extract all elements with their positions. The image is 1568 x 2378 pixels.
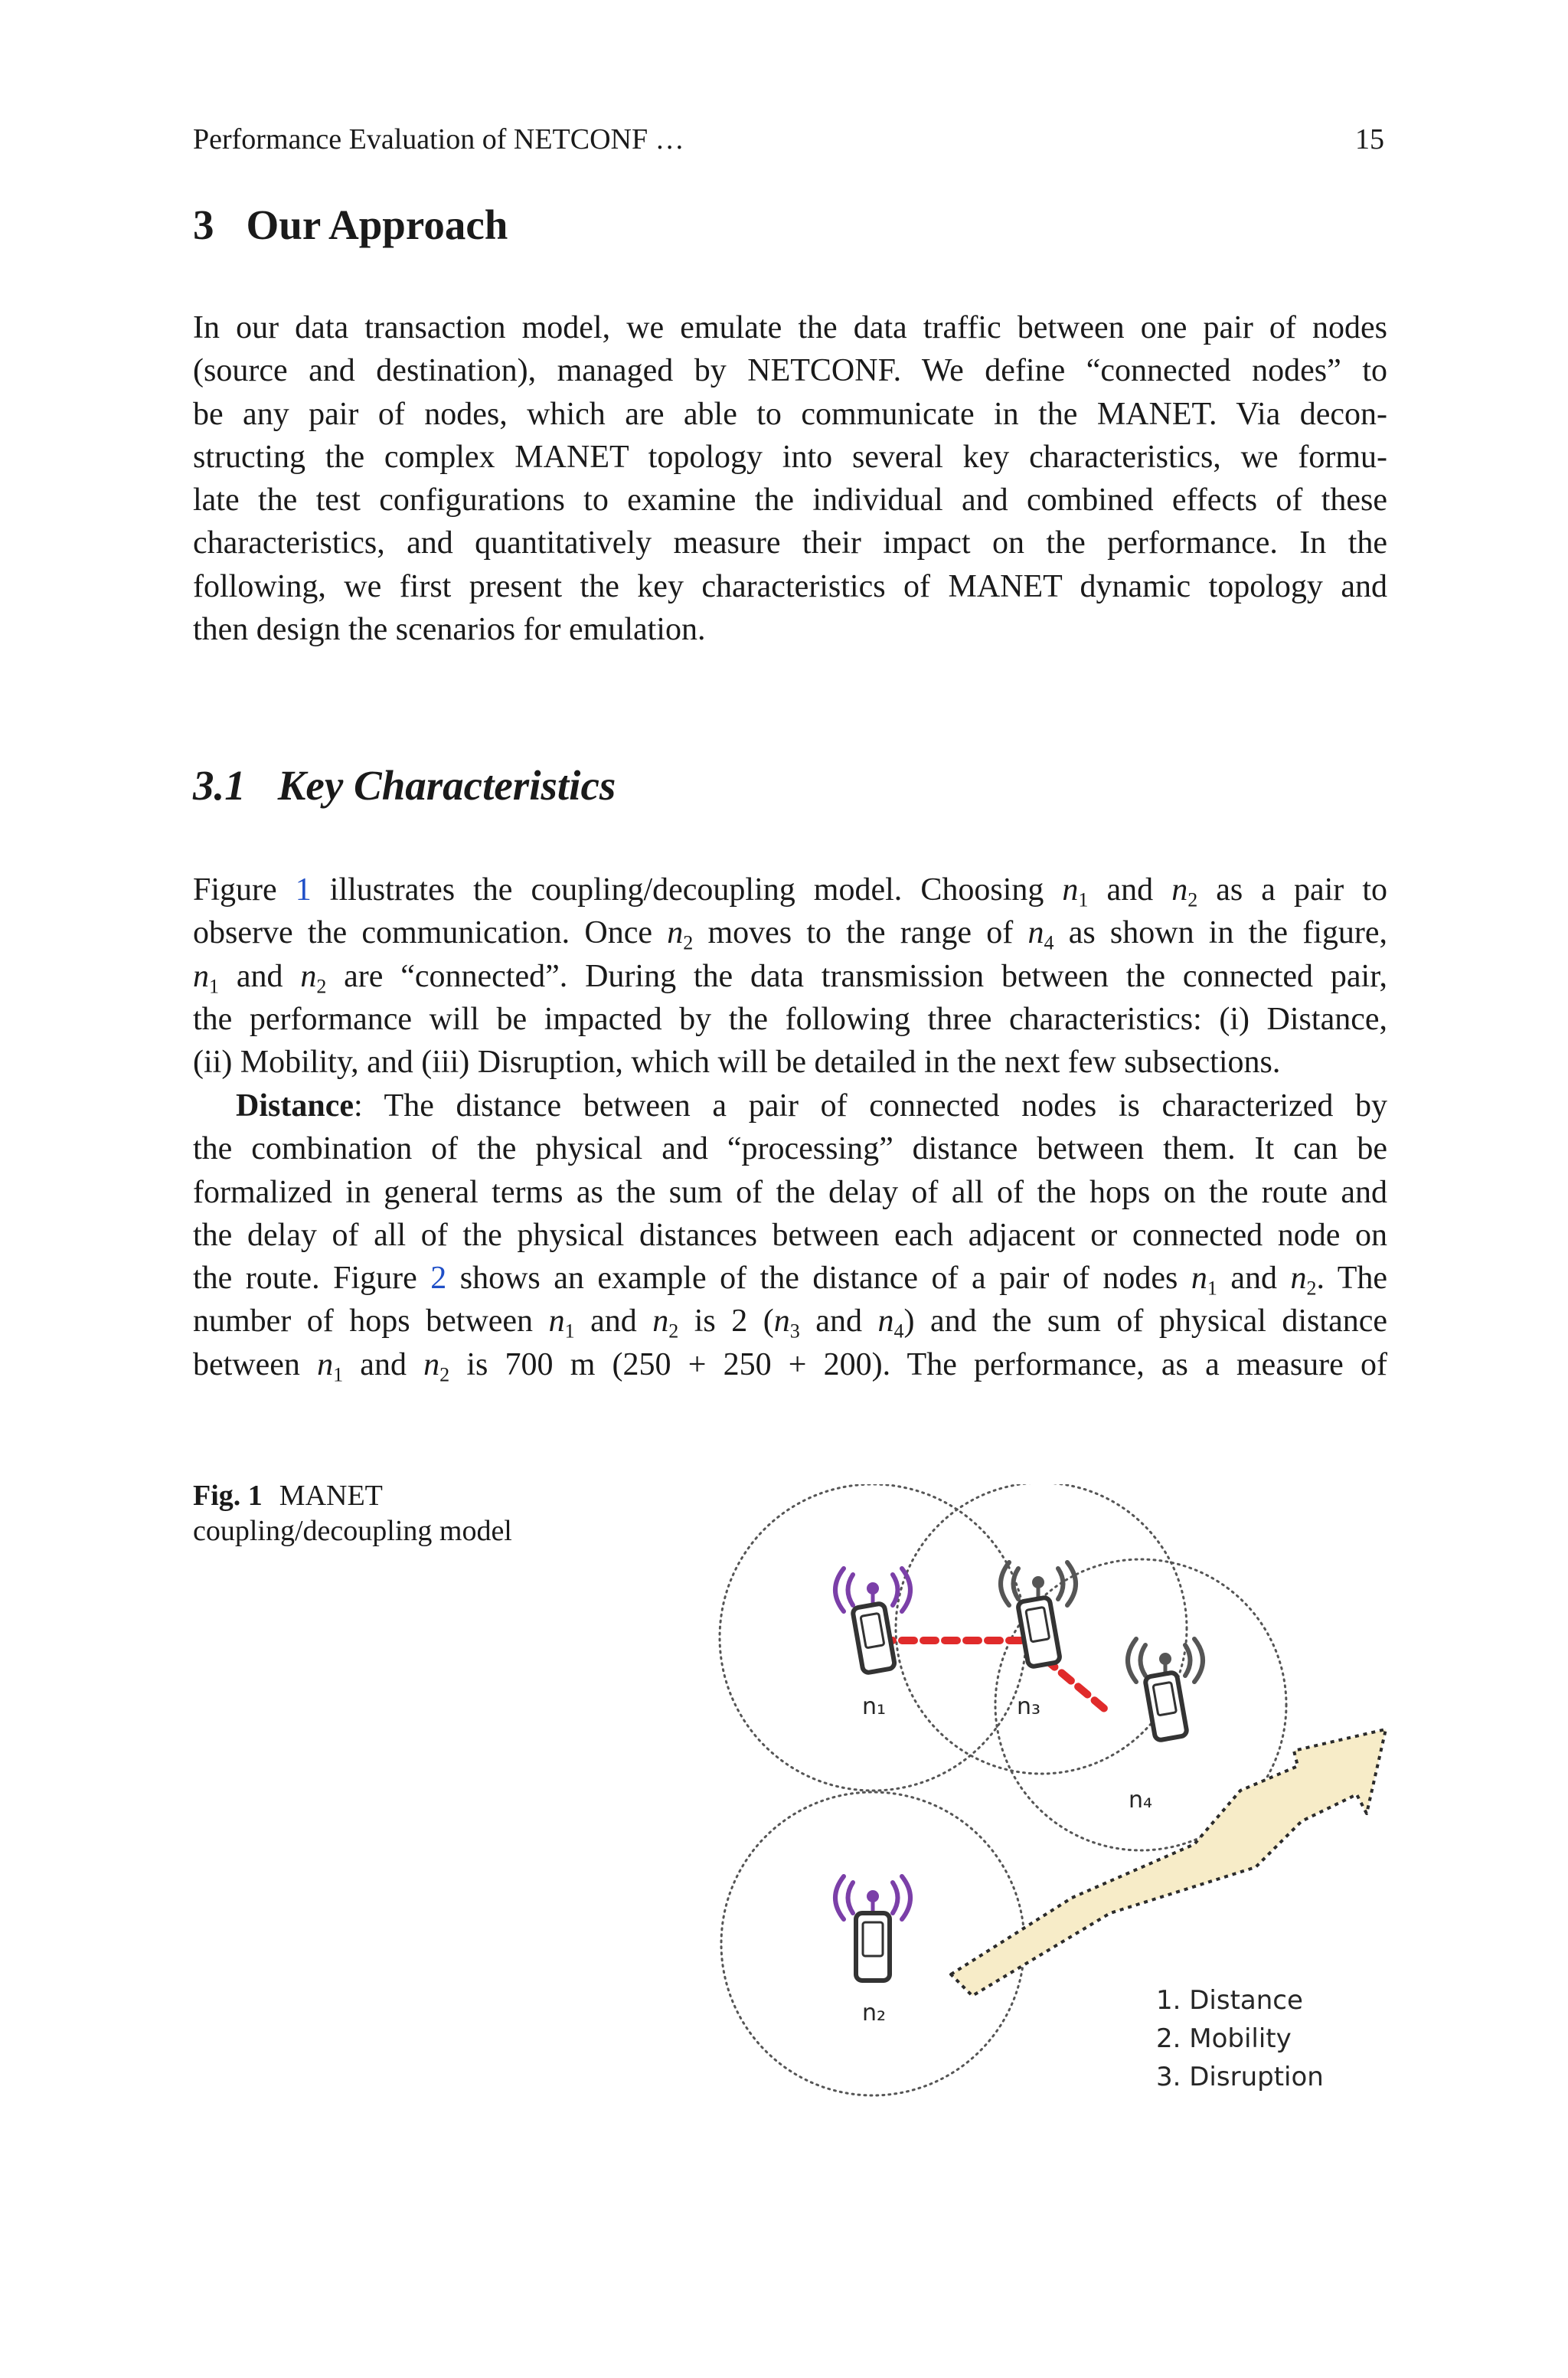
text-line: structing the complex MANET topology into several key characteristics, we formu- (193, 439, 1387, 475)
subsection-number: 3.1 (193, 762, 246, 809)
subsection-title: Key Characteristics (277, 762, 616, 809)
figure-2-link[interactable]: 2 (430, 1261, 447, 1297)
running-head: Performance Evaluation of NETCONF … (193, 123, 684, 155)
legend-disruption: 3. Disruption (1156, 2062, 1324, 2092)
node-label-n4: n₄ (1129, 1787, 1153, 1814)
section-heading (193, 201, 508, 249)
text-line: (source and destination), managed by NETCONF. We define “connected nodes” to (193, 353, 1387, 389)
legend-mobility: 2. Mobility (1156, 2023, 1292, 2054)
device-n4 (1128, 1639, 1203, 1741)
text-line: following, we first present the key characteristics of MANET dynamic topology and (193, 568, 1387, 604)
text-line: formalized in general terms as the sum of the delay of all of the hops on the route and (193, 1174, 1387, 1210)
text-line: Figure 1 illustrates the coupling/decoupling model. Choosing $n_1$ and $n_2$ as a pair to (193, 872, 1388, 911)
intro-paragraph (193, 306, 1387, 651)
device-n2 (835, 1876, 910, 1981)
text-line: number of hops between $n_1$ and $n_2$ is 2 ($n_3$ and $n_4$) and the sum of physical distance (193, 1303, 1387, 1343)
page-number: 15 (1355, 123, 1384, 155)
text-line: observe the communication. Once $n_2$ moves to the range of $n_4$ as shown in the figure, (193, 915, 1388, 954)
text-line: then design the scenarios for emulation. (193, 612, 706, 648)
subsection-heading (193, 761, 616, 810)
manet-figure (712, 1484, 1401, 2112)
text-line: $n_1$ and $n_2$ are “connected”. During the data transmission between the connected pair, (193, 958, 1387, 997)
figure-caption (193, 1478, 545, 1549)
figure-label: Fig. 1 (193, 1480, 263, 1512)
text-line: the performance will be impacted by the following three characteristics: (i) Distance, (193, 1001, 1387, 1037)
node-label-n2: n₂ (862, 2000, 887, 2026)
text-line: (ii) Mobility, and (iii) Disruption, which will be detailed in the next few subsections. (193, 1045, 1281, 1081)
figure-1-link[interactable]: 1 (295, 872, 312, 908)
text-line: be any pair of nodes, which are able to communicate in the MANET. Via decon- (193, 396, 1387, 432)
text-line: the delay of all of the physical distances between each adjacent or connected node on (193, 1217, 1387, 1253)
distance-paragraph (193, 1084, 1387, 1386)
mobility-arrow (951, 1729, 1386, 1996)
legend-distance: 1. Distance (1156, 1985, 1303, 2016)
text-line: late the test configurations to examine the individual and combined effects of these (193, 482, 1387, 518)
text-line: between $n_1$ and $n_2$ is 700 m (250 + 250 + 200). The performance, as a measure of (193, 1346, 1387, 1386)
node-label-n1: n₁ (862, 1693, 887, 1720)
device-n3 (1001, 1562, 1076, 1667)
node-label-n3: n₃ (1017, 1693, 1041, 1720)
figure-caption-text: MANET coupling/decoupling model (193, 1480, 512, 1547)
device-n1 (835, 1568, 910, 1673)
text-line: characteristics, and quantitatively measure their impact on the performance. In the (193, 525, 1387, 561)
text-line: Distance: The distance between a pair of connected nodes is characterized by (236, 1088, 1387, 1124)
coupling-paragraph (193, 868, 1387, 1084)
section-number: 3 (193, 201, 214, 248)
text-line: In our data transaction model, we emulate the data traffic between one pair of nodes (193, 310, 1387, 345)
text-line: the combination of the physical and “processing” distance between them. It can be (193, 1131, 1387, 1167)
section-title: Our Approach (246, 201, 508, 248)
text-line: the route. Figure 2 shows an example of the distance of a pair of nodes $n_1$ and $n_2$. The (193, 1261, 1387, 1300)
